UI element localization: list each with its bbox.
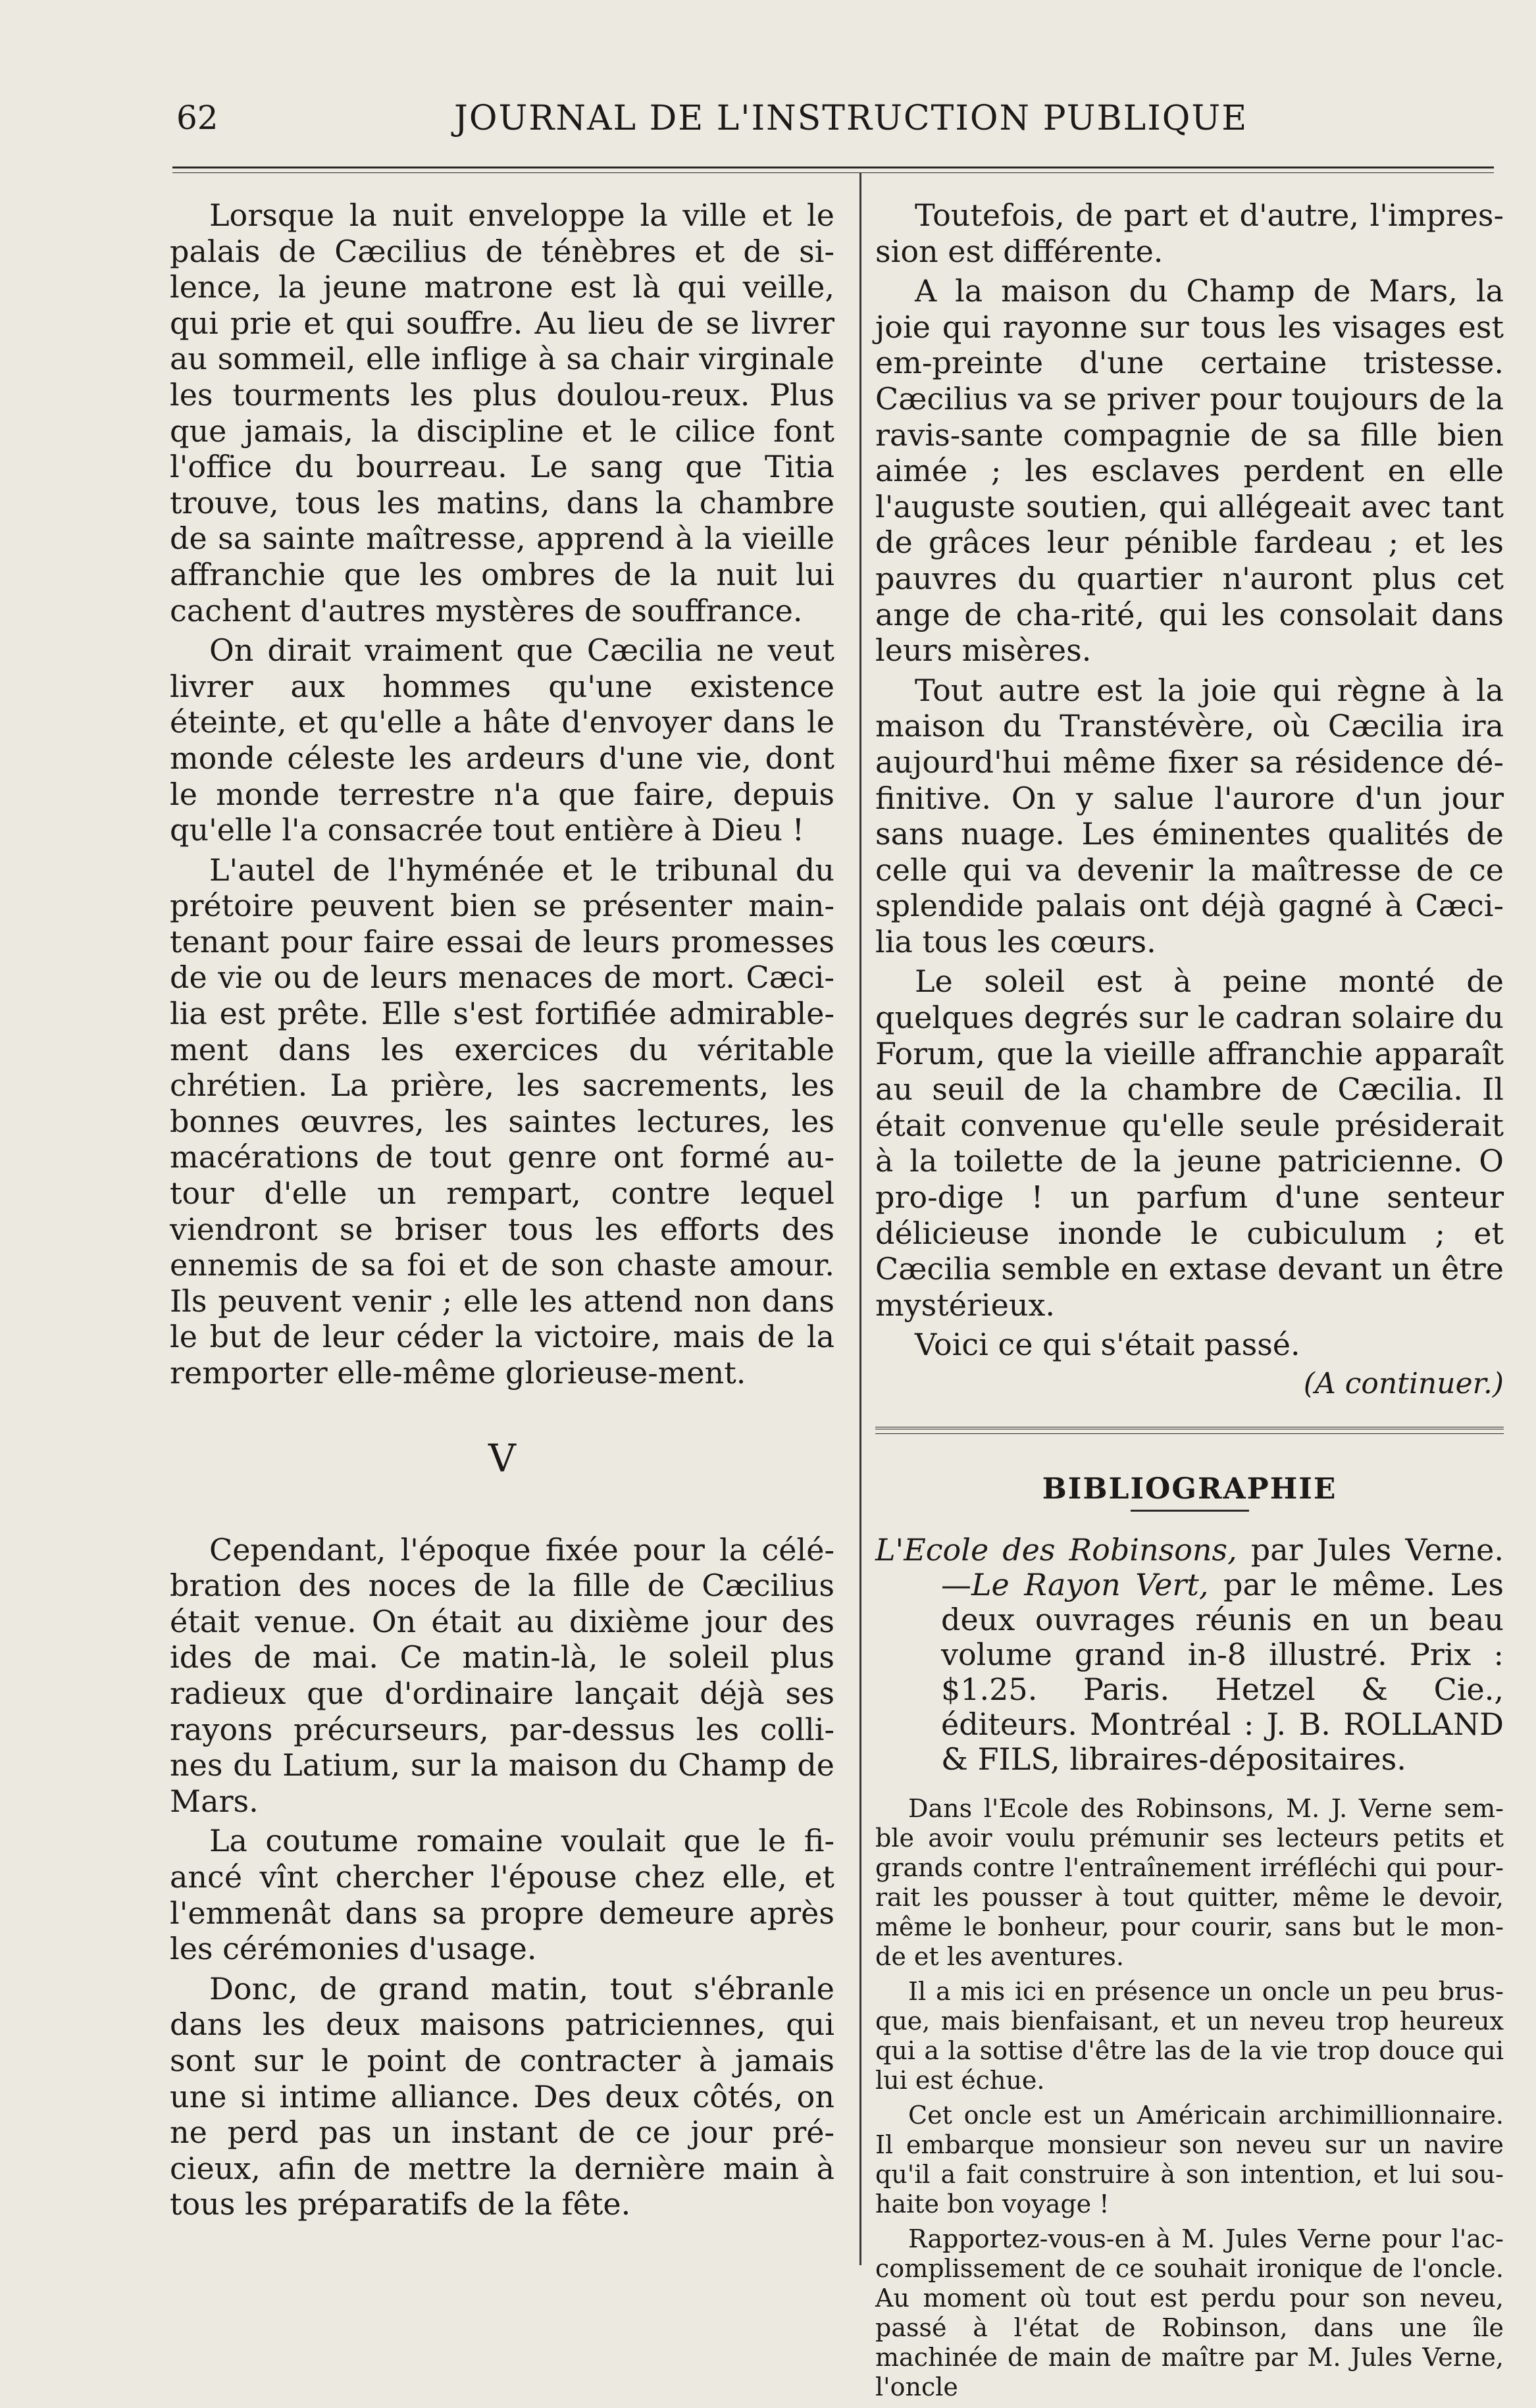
book-entry-text: par le même. Les deux ouvrages réunis en un beau volume grand in-8 illustré. Prix : $1.25. Paris. Hetzel & Cie., éditeurs. Montréal : J. B. ROLLAND & FILS, libraires-dépositaires. — [941, 1567, 1504, 1777]
book-entry-text: par Jules Verne. — — [941, 1532, 1504, 1602]
header-rule-top — [172, 167, 1494, 168]
paragraph: Le soleil est à peine monté de quelques degrés sur le cadran solaire du Forum, que la vieille affranchie apparaît au seuil de la chambre de Cæcilia. Il était convenue qu'elle seule présiderait à la toilette de la jeune patricienne. O pro-dige ! un parfum d'une senteur délicieuse inonde le cubiculum ; et Cæcilia semble en extase devant un être mystérieux. — [875, 963, 1504, 1323]
page-number: 62 — [176, 99, 218, 137]
left-column — [170, 197, 834, 2226]
column-separator — [859, 172, 861, 2265]
right-column — [875, 197, 1504, 2407]
paragraph: Cependant, l'époque fixée pour la célé-bration des noces de la fille de Cæcilius était venue. On était au dixième jour des ides de mai. Ce matin-là, le soleil plus radieux que d'ordinaire lançait déjà ses rayons précurseurs, par-dessus les colli-nes du Latium, sur la maison du Champ de Mars. — [170, 1531, 834, 1819]
paragraph: La coutume romaine voulait que le fi-ancé vînt chercher l'épouse chez elle, et l'emmenât dans sa propre demeure après les cérémonies d'usage. — [170, 1823, 834, 1967]
paragraph: Donc, de grand matin, tout s'ébranle dans les deux maisons patriciennes, qui sont sur le point de contracter à jamais une si intime alliance. Des deux côtés, on ne perd pas un instant de ce jour pré-cieux, afin de mettre la dernière main à tous les préparatifs de la fête. — [170, 1970, 834, 2222]
running-title: JOURNAL DE L'INSTRUCTION PUBLIQUE — [454, 99, 1248, 138]
paragraph: A la maison du Champ de Mars, la joie qui rayonne sur tous les visages est em-preinte d'une certaine tristesse. Cæcilius va se priver pour toujours de la ravis-sante compagnie de sa fille bien aimée ; les esclaves perdent en elle l'auguste soutien, qui allégeait avec tant de grâces leur pénible fardeau ; et les pauvres du quartier n'auront plus cet ange de cha-rité, qui les consolait dans leurs misères. — [875, 273, 1504, 669]
paragraph: L'autel de l'hyménée et le tribunal du prétoire peuvent bien se présenter main-tenant pour faire essai de leurs promesses de vie ou de leurs menaces de mort. Cæci-lia est prête. Elle s'est fortifiée admirable-ment dans les exercices du véritable chrétien. La prière, les sacrements, les bonnes œuvres, les saintes lectures, les macérations de tout genre ont formé au-tour d'elle un rempart, contre lequel viendront se briser tous les efforts des ennemis de sa foi et de son chaste amour. Ils peuvent venir ; elle les attend non dans le but de leur céder la victoire, mais de la remporter elle-même glorieuse-ment. — [170, 852, 834, 1391]
book-entry — [875, 1533, 1504, 1777]
continued-note: (A continuer.) — [1303, 1367, 1504, 1400]
paragraph: On dirait vraiment que Cæcilia ne veut livrer aux hommes qu'une existence éteinte, et qu'elle a hâte d'envoyer dans le monde céleste les ardeurs d'une vie, dont le monde terrestre n'a que faire, depuis qu'elle l'a consacrée tout entière à Dieu ! — [170, 632, 834, 848]
paragraph: Voici ce qui s'était passé. — [915, 1327, 1300, 1363]
bibliography-heading-rule — [1131, 1510, 1249, 1512]
paragraph: Toutefois, de part et d'autre, l'impres-sion est différente. — [875, 197, 1504, 269]
review-paragraph: Cet oncle est un Américain archimillionnaire. Il embarque monsieur son neveu sur un navire qu'il a fait construire à son intention, et lui sou-haite bon voyage ! — [875, 2101, 1504, 2218]
paragraph: Lorsque la nuit enveloppe la ville et le palais de Cæcilius de ténèbres et de si-lence, la jeune matrone est là qui veille, qui prie et qui souffre. Au lieu de se livrer au sommeil, elle inflige à sa chair virginale les tourments les plus doulou-reux. Plus que jamais, la discipline et le cilice font l'office du bourreau. Le sang que Titia trouve, tous les matins, dans la chambre de sa sainte maîtresse, apprend à la vieille affranchie que les ombres de la nuit lui cachent d'autres mystères de souffrance. — [170, 197, 834, 628]
section-divider — [875, 1427, 1504, 1434]
book-title: L'Ecole des Robinsons, — [875, 1532, 1237, 1568]
paragraph: Tout autre est la joie qui règne à la maison du Transtévère, où Cæcilia ira aujourd'hui même fixer sa résidence dé-finitive. On y salue l'aurore d'un jour sans nuage. Les éminentes qualités de celle qui va devenir la maîtresse de ce splendide palais ont déjà gagné à Cæci-lia tous les cœurs. — [875, 672, 1504, 960]
bibliography-heading: BIBLIOGRAPHIE — [1042, 1472, 1337, 1506]
book-title: Le Rayon Vert, — [971, 1567, 1209, 1602]
header-rule-bottom — [172, 172, 1494, 173]
review-paragraph: Dans l'Ecole des Robinsons, M. J. Verne sem-ble avoir voulu prémunir ses lecteurs petits et grands contre l'entraînement irréfléchi qui pour-rait les pousser à tout quitter, même le devoir, même le bonheur, pour courir, sans but le mon-de et les aventures. — [875, 1794, 1504, 1971]
section-heading: V — [488, 1435, 516, 1481]
review-paragraph: Il a mis ici en présence un oncle un peu brus-que, mais bienfaisant, et un neveu trop heureux qui a la sottise d'être las de la vie trop douce qui lui est échue. — [875, 1977, 1504, 2095]
review-paragraph: Rapportez-vous-en à M. Jules Verne pour l'ac-complissement de ce souhait ironique de l'oncle. Au moment où tout est perdu pour son neveu, passé à l'état de Robinson, dans une île machinée de main de maître par M. Jules Verne, l'oncle — [875, 2224, 1504, 2401]
